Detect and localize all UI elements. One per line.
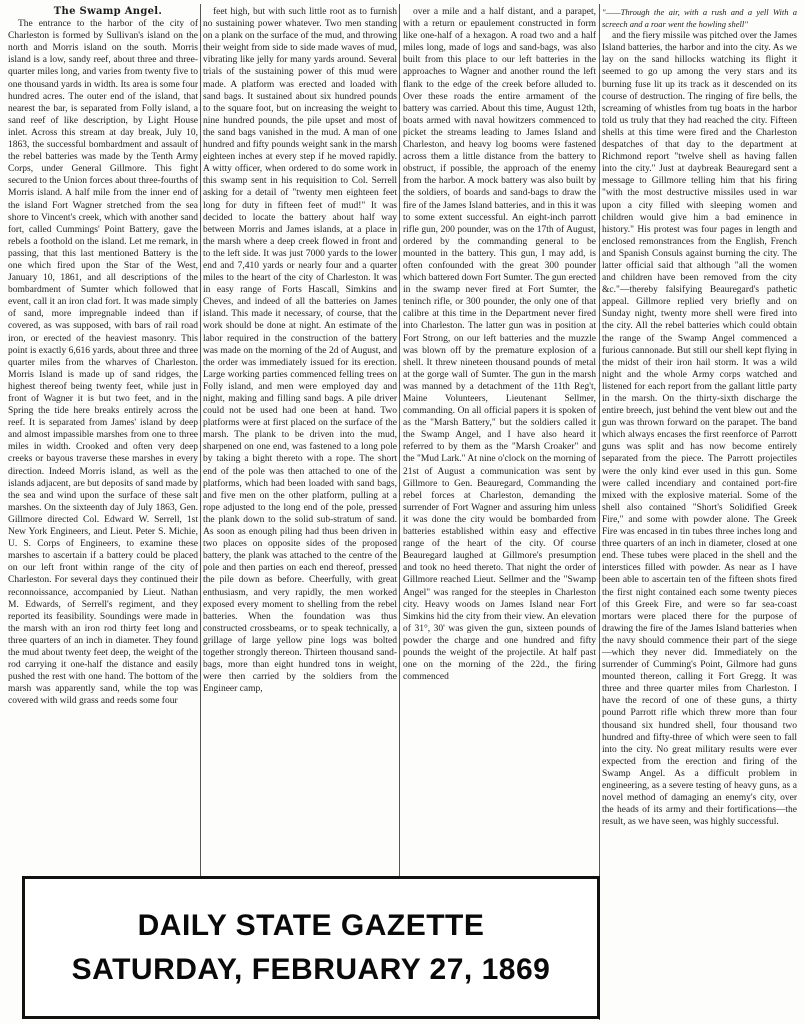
column-1-text: The entrance to the harbor of the city of Charleston is formed by Sullivan's island on the north and Morris island on the south. Morris island is a low, sandy reef, about three and three-quarter miles long, and varies from twenty five to one thousand yards in width. Its area is some four hundred acres. The outer end of the island, that nearest the bar, is separated from Folly island, a sand reef of like description, by Light House inlet. Across this stream at day break, July 10, 1863, the successful bombardment and assault of the rebel batteries was made by the Tenth Army Corps, under General Gillmore. This fight secured to the Union forces about three-fourths of Morris island. A half mile from the inner end of the island Fort Wagner stretched from the sea shore to Vincent's creek, which with another sand fort, called Cummings' Point Battery, gave the rebels a foothold on the island. Let me remark, in passing, that this last mentioned Battery is the one which fired upon the Star of the West, January 10, 1861, and all descriptions of the bombardment of Sumter which followed that event, call it an iron clad fort. It was made simply of sand, more impregnable indeed than if covered, as was supposed, with bars of rail road iron, or erected of the heaviest masonry. This point is exactly 6,616 yards, about three and three quarter miles from the wharves of Charleston. Morris Island is made up of sand ridges, the highest thereof being twenty feet, while just in front of Wagner it is but two feet, and in the Spring the tide here breaks entirely across the reef. It is separated from James' island by deep and almost impassible marshes from one to three miles in width. Crooked and often very deep creeks or bayous traverse these marshes in every direction. Indeed Morris island, as well as the islands adjacent, are but deposits of sand made by the sea and wind upon the surface of these salt marshes. On the sixteenth day of July 1863, Gen. Gillmore directed Col. Edward W. Serrell, 1st New York Engineers, and Lieut. Peter S. Michie, U. S. Corps of Engineers, to examine these marshes to ascertain if a battery could be placed on our left front within range of the city of Charleston. For several days they continued their reconnoissance, accompanied by Lieut. Nathan M. Edwards, of Serrell's regiment, and they reported its feasibility. Soundings were made in the marsh with an iron rod thirty feet long and three quarters of an inch in diameter. They found the mud about twenty feet deep, the weight of the rod carrying it one-half the distance and easily pushed the rest with one hand. The bottom of the marsh was apparently sand, while the top was covered with wild grass and reeds some four (8, 19, 198, 707)
publication-date: SATURDAY, FEBRUARY 27, 1869 (71, 952, 551, 986)
article-column-3 (403, 6, 596, 866)
column-3-text: over a mile and a half distant, and a parapet, with a return or epaulement constructed in form like one-half of a hexagon. A road two and a half miles long, made of logs and sand-bags, was also built from this place to our left batteries in the approaches to Wagner and another round the left flank to the edge of the creek before alluded to. Over these roads the entire armament of the battery was carried. About this time, August 12th, boats armed with naval howitzers commenced to picket the streams leading to James Island and Charleston, and heavy log booms were fastened across them a little distance from the battery to obstruct, if possible, the approach of the enemy from the harbor. A mock battery was also built by the soldiers, of boards and sand-bags to draw the fire of the James Island batteries, and in this it was to some extent successful. An eight-inch parrott rifle gun, 200 pounder, was on the 17th of August, ordered by the commanding general to be mounted in the battery. This gun, I may add, is often confounded with the great 300 pounder which battered down Fort Sumter. The gun erected in the swamp never fired at Fort Sumter, the teninch rifle, or 300 pounder, the only one of that calibre at this time in the Department never fired into Charleston. The latter gun was in position at Fort Strong, on our left batteries and the muzzle was blown off by the premature explosion of a shell. It threw nineteen thousand pounds of metal at the gorge wall of Sumter. The gun in the marsh was manned by a detachment of the 11th Reg't, Maine Volunteers, Lieutenant Sellmer, commanding. On all official papers it is spoken of as the "Marsh Battery," but the soldiers called it the Swamp Angel, and I have also heard it referred to by them as the "Marsh Croaker" and the "Mud Lark." At nine o'clock on the morning of 21st of August a communication was sent by Gillmore to Gen. Beauregard, Commanding the rebel forces at Charleston, demanding the surrender of Fort Wagner and assuring him unless it was done the city would be bombarded from batteries established within easy and effective range of the heart of the city. Of course Beauregard laughed at Gillmore's presumption and took no heed thereto. That night the order of Gillmore reached Lieut. Sellmer and the "Swamp Angel" was ranged for the steeples in Charleston city. Heavy woods on James Island near Fort Simkins hid the city from their view. An elevation of 31°, 30' was given the gun, sixteen pounds of powder the charge and one hundred and fifty pounds the weight of the projectile. At half past one on the morning of the 22d., the firing commenced (403, 7, 596, 683)
column-4-quote: "——Through the air, with a rush and a yell With a screech and a roar went the howling shell" (602, 7, 797, 30)
newspaper-caption-box (22, 876, 600, 1019)
column-4-text: and the fiery missile was pitched over the James Island batteries, the harbor and into the city. As we lay on the sand hillocks watching its flight it seemed to go up among the very stars and its burning fuse lit up its track as it descended on its course of destruction. The ringing of fire bells, the screaming of whistles from tug boats in the harbor told us truly that they had reached the city. Fifteen shells at this time were fired and the Charleston despatches of that day to the department at Richmond report "twelve shell as having fallen into the city." Just at daybreak Beauregard sent a message to Gillmore telling him that his firing "with the most destructive missiles used in war upon a city filled with sleeping women and children would give him a bad eminence in history." His protest was four pages in length and enclosed remonstrances from the English, French and Spanish Consuls against burning the city. The latter official said that although "all the women and children have been removed from the city &c."—thereby falsifying Beauregard's pathetic appeal. Gillmore replied very briefly and on Sunday night, twenty more shell were fired into the city. All the rebel batteries which could obtain the range of the Swamp Angel commenced a furious cannonade. But still our shell kept flying in the midst of their iron hail storm. It was a wild night and the whole Army corps watched and listened for each report from the gallant little party in the marsh. On the thirty-sixth discharge the entire breech, just behind the vent blew out and the gun was thrown forward on the parapet. The band which always encases the first reenforce of Parrott guns was split and has now become entirely separated from the piece. The Parrott projectiles were the only kind ever used in this gun. Some were called incendiary and contained port-fire mixed with the explosive material. Some of the shell also contained "Short's Solidified Greek Fire," and some with powder alone. The Greek Fire was encased in tin tubes three inches long and three quarters of an inch in diameter, closed at one end. These tubes were placed in the shell and the interstices filled with powder. As near as I have been able to ascertain ten of the fifteen shots fired the first night contained each some twenty pieces of this Greek Fire, and were so far sea-coast mortars were placed there for the purpose of drawing the fire of the James Island batteries when the navy should commence their part of the siege—which they never did. Immediately on the surrender of Cumming's Point, Gilmore had guns mounted thereon, calling it Fort Gregg. It was three and three quarter miles from Charleston. I have the record of one of these guns, a thirty pound Parrott rifle which threw more than four thousand six hundred shell, four thousand two hundred and fifty-three of which were seen to fall into the city. No great military results were ever expected from the erection and firing of the Swamp Angel. As a difficult problem in engineering, as a severe testing of heavy guns, as a novel method of damaging an enemy's city, over the heads of its army and their fortifications—the result, as we have seen, was highly successful. (602, 31, 797, 828)
article-headline: The Swamp Angel. (53, 6, 163, 17)
column-2-text: feet high, but with such little root as to furnish no sustaining power whatever. Two men standing on a plank on the surface of the mud, and throwing their weight from side to side made waves of mud, vibrating like jelly for many yards around. Several trials of the sustaining power of this mud were made. A platform was erected and loaded with sand bags. It sustained about six hundred pounds to the square foot, but on increasing the weight to nine hundred pounds, the pile upset and most of the sand bags vanished in the mud. A man of one hundred and fifty pounds weight sank in the marsh eighteen inches at every step if he moved rapidly. A witty officer, when ordered to do some work in this swamp sent in his requisition to Col. Serrell asking for a detail of "twenty men eighteen feet long for duty in fifteen feet of mud!" It was decided to locate the battery about half way between Morris and James islands, at a place in the marsh where a deep creek flowed in front and to the left side. It was just 7000 yards to the lower end and 7,410 yards or nearly four and a quarter miles to the heart of the city of Charleston. It was in easy range of Forts Hascall, Simkins and Cheves, and indeed of all the batteries on James island. This made it necessary, of course, that the work should be done at night. An estimate of the labor required in the construction of the battery was made on the morning of the 2d of August, and the order was immediately issued for its erection. Large working parties commenced felling trees on Folly island, and men were employed day and night, making and filling sand bags. A pile driver could not be used had one been at hand. Two platforms were at first placed on the surface of the marsh. The plank to be driven into the mud, sharpened on one end, was fastened to a long pole by taking a bight thereto with a rope. The short end of the pole was then attached to one of the platforms, which had been loaded with sand bags, and five men on the other platform, pulling at a rope adjusted to the long end of the pole, pressed the plank down to the solid sub-stratum of sand. As soon as enough piling had thus been driven in two places on opposite sides of the proposed battery, the plank was attached to the centre of the pole and then parties on each end thereof, pressed the pile down as before. Cheerfully, with great enthusiasm, and very rapidly, the men worked exposed every moment to shelling from the rebel batteries. When the foundation was thus constructed crossbeams, or to speak technically, a grillage of large yellow pine logs was bolted together strongly thereon. Thirteen thousand sand-bags, more than eight hundred tons in weight, were then carried by the soldiers from the Engineer camp, (203, 7, 397, 695)
article-column-2 (203, 6, 397, 866)
article-column-1 (8, 6, 198, 1022)
newspaper-name: DAILY STATE GAZETTE (137, 908, 485, 942)
column-divider (200, 4, 201, 884)
column-divider (599, 4, 600, 1020)
article-column-4 (602, 6, 797, 1022)
column-divider (399, 4, 400, 884)
